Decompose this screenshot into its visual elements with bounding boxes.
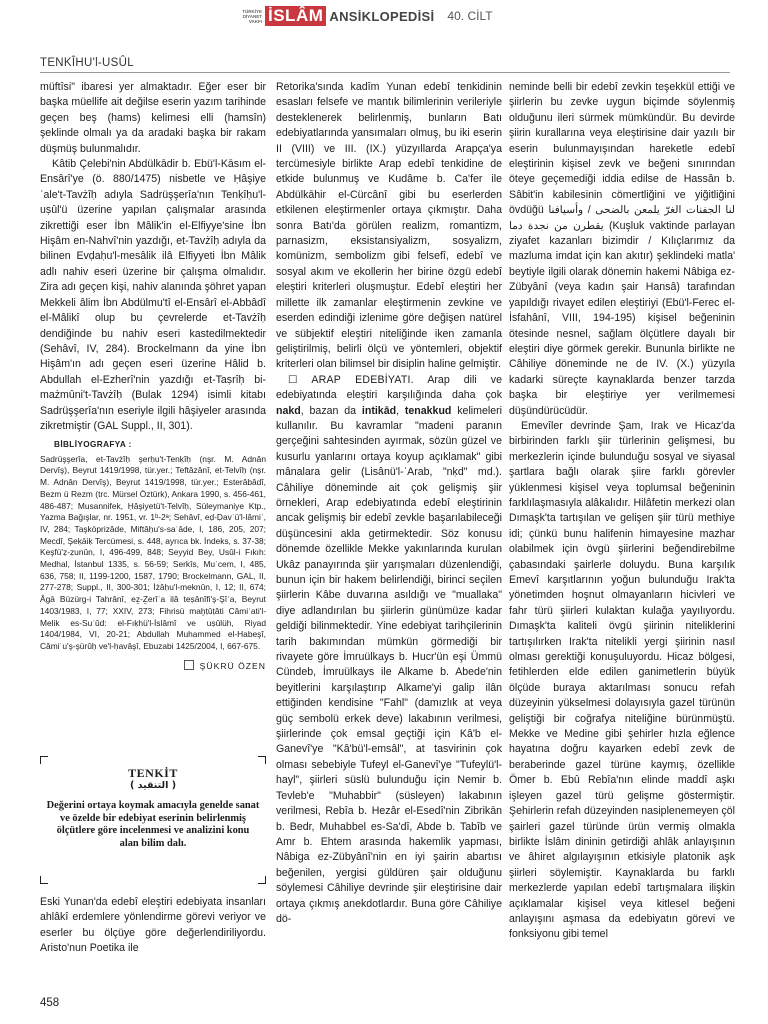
text-run: , (396, 404, 405, 417)
paragraph: Emevîler devrinde Şam, Irak ve Hicaz'da birbirinden farklı şiir türlerinin gelişmesi, bu merkezlerin içinde bulunduğu sosyal ve siyasal şartlara bağlı olarak şiire farklı görevler yüklenmesi kişisel veya toplumsal beğeninin farklılaşmasıyla alâkalıdır. Hilâfetin merkezi olan Dımaşk'ta tartışılan ve gelişen şiir türü methiye idi; çünkü bunu halifenin himayesine mazhar olabilmek için övgü şiirlerini beğendirebilme çabasındaki şairlerle doluydu. Buna karşılık Emevî karşıtlarının yoğun bulunduğu Irak'ta yönetimden hoşnut olmayanların hicivleri ve fahr türü şiirleri kulaktan kulağa yayılıyordu. Dımaşk'ta kaliteli övgü şiirinin niteliklerini tartışılırken Irak'ta nitelikli yergi şiirinin nasıl olması gerektiği konuşuluyordu. Hicaz bölgesi, fetihlerden elde edilen ganimetlerin büyük ölçüde buraya aktarılması sonucu refah düzeyinin yükselmesi dolayısıyla gazel türünün geliştiği bir coğrafya niteliğine bürünmüştü. Mekke ve Medine gibi şehirler hızla eğlence hayatına doğru kayarken edebî zevk de beraberinde gazel türüne kaymış, özellikle Ömer b. Ebû Rebîa'nın elinde maddî aşkı işleyen gazel türü gelişme göstermiştir. Şehirlerin refah düzeyinden nasiplenemeyen çöl şairleri gazel türünde ürün vermiş olmakla birlikte İslâm dininin getirdiği ahlâk anlayışının ve âhiret algılayışının etkisiyle platonik aşk şiirleri söylemiştir. Kaynaklarda bu farklı merkezlerde yapılan edebî tartışmalara ilişkin açıklamalar kişisel veya kitlesel beğeni anlayışını aşmasa da edebiyatın görevi ve fonksiyonu gibi temel (509, 419, 735, 941)
paragraph: Retorika'sında kadîm Yunan edebî tenkidinin esasları felsefe ve mantık bilimlerinin verileriyle desteklenerek belirlenmiş, bunların Batı edebiyatlarında yansımaları olmuş, bu iki eserin II (VIII) ve III. (IX.) yüzyıllarda Arapça'ya tercümesiyle birlikte Arap edebî tenkidine de etkide bulunmuş ve Kudâme b. Ca'fer ile Abdülkāhir el-Cürcânî gibi bu eserlerden etkilenen eleştirmenler ortaya çıkmıştır. Daha sonra Batı'da görülen realizm, romantizm, parnasizm, eksistansiyalizm, sosyalizm, komünizm, sembolizm gibi felsefî, edebî ve sosyal akım ve ekollerin her birine özgü edebî eleştiri kriterleri oluşmuştur. Edebî eleştiri her millette ilk zamanlar eleştirmenin zevkine ve eserden edindiği izlenime göre değişen natürel ve sübjektif eleştiri niteliğinde iken zamanla geliştirilmiş, belirli ölçü ve yöntemleri, objektif kriterleri olan bilimsel bir disiplin haline gelmiştir. (276, 81, 502, 371)
paragraph (276, 373, 502, 928)
column-2 (276, 80, 502, 984)
column-1 (40, 80, 266, 676)
author-name: ŞÜKRÜ ÖZEN (199, 660, 266, 671)
section-marker-icon: ☐ (288, 373, 312, 386)
paragraph: müftîsi" ibaresi yer almaktadır. Eğer eser bir başka müellife ait değilse eserin yazım tarihinde geçen beş (hams) kelimesi elli (hamsîn) şeklinde olmalı ya da aradaki başka bir rakam düşmüş bulunmalıdır. (40, 81, 266, 155)
page-number: 458 (40, 997, 60, 1009)
masthead-publisher-line: TÜRKİYE (242, 8, 262, 14)
bibliography-heading: BİBLİYOGRAFYA : (54, 440, 132, 450)
box-corner (40, 756, 48, 764)
term: intikād (361, 404, 397, 417)
masthead-islam-logo: İSLÂM (265, 6, 326, 26)
text-run: , bazan da (300, 404, 362, 417)
masthead-publisher (236, 9, 262, 24)
box-corner (40, 876, 48, 884)
masthead-publisher-line: VAKFI (248, 18, 262, 24)
box-corner (258, 756, 266, 764)
text-run: kelimeleri kullanılır. Bu kavramlar "madeni paranın gerçeğini sahtesinden ayırmak, sözün güzel ve kusurlu yanlarını ortaya koyup açıklamak" gibi mânalara gelir (Lisânü'l-ʿArab, "nḳd" md.). Câhiliye döneminde ait çok gelişmiş şiir örnekleri, Arap edebiyatında edebî eleştirinin ancak gelişmiş bir edebî zevkle başarılabileceği düşüncesini akla getirmektedir. Söz konusu dönemde özellikle Mekke yakınlarında kurulan Ukâz panayırında şiir yarışmaları düzenlendiği, bunun için bir hakem belirlendiği, birinci seçilen şiirlerin Kâbe duvarına asıldığı ve "muallaka" diye adlandırılan bu şiirlerin günümüze kadar geldiği bilinmektedir. Yine edebiyat tarihçilerinin tarih bakımından mümkün görmediği bir rivayete göre İmruülkays b. Hucr'ün eşi Ümmü Cündeb, İmruülkays ile Alkame b. Abede'nin beyitlerini karşılaştırıp Alkame'yi galip ilân ettiğinden kendisine "Fahl" (damızlık at veya güç sembolü erkek deve) lakabının verilmesi, şiirlerinde çok emsal geçtiği için Kâ'b el-Ganevî'ye "Kâ'bü'l-emsâl", at tasvirinin çok olması sebebiyle Tufeyl el-Ganevî'ye "Tufeylü'l-hayl", şiirleri süslü bulunduğu için Nemir b. Tevleb'e "Muhabbir" (süsleyen) lakabının verilmesi, Rebîa b. Hezâr el-Esedî'nin Zibrikān b. Bedr, Muhabbel es-Sa'dî, Abde b. Tabîb ve Amr b. Ehtem arasında hakemlik yapması, Nâbiga ez-Zübyânî'nin en iyi şairin abartısı beğenilen, yergisi güldüren şair olduğunu söylemesi Câhiliye devrinde şiir eleştirisine dair ortaya çıkmış anekdotlardır. Buna göre Câhiliye dö- (276, 404, 502, 925)
column-3 (509, 80, 735, 984)
author-signature (40, 659, 266, 674)
entry-box (40, 756, 266, 884)
column-1-continuation: Eski Yunan'da edebî eleştiri edebiyata insanları ahlâkî erdemlere yönlendirme görevi veriyor ve eserler bu ölçüye göre değerlendiriliyordu. Aristo'nun Poetika ile (40, 896, 266, 955)
paragraph: Kâtib Çelebi'nin Abdülkādir b. Ebü'l-Kāsım el-Ensârî'ye (ö. 880/1475) nisbetle ve Ḥâşiye ʿale't-Tavżîḥ adıyla Sadrüşşerîa'nın Tenḳîḥu'l-uṣûl'ü üzerine yapılan çalışmalar arasında zikrettiği eser İbn Mâlik'in el-Elfiyye'sine İbn Hişâm en-Nahvî'nin yazdığı, et-Tavżîḥ adıyla da bilinen Evḍaḥu'l-mesâlik ilâ Elfiyyeti İbn Mâlik adlı nahiv eseri üzerine bir çalışma olmalıdır. Zira adı geçen kişi, nahiv alanında şöhret yapan Mekkeli âlim İbn Abdülmu'tî el-Ensârî el-Abbâdî el-Mâlikî olup bu çevrelerde et-Tavżîḥ dendiğinde bu nahiv eseri kastedilmektedir (Sehâvî, IV, 284). Brockelmann da yine İbn Hişâm'ın adı geçen eseri üzerine Hâlid b. Abdullah el-Ezherî'nin yazdığı et-Taṣrîḥ bi-mażmûni't-Tavżîḥ (Bulak 1294) isimli kitabı Sadrüşşerîa'nın eseriyle ilgili hâşiyeler arasında zikretmiştir (GAL Suppl., II, 301). (40, 158, 266, 432)
entry-title: TENKİT (128, 766, 178, 780)
masthead-volume: 40. CİLT (447, 9, 493, 23)
bibliography-text: Sadrüşşerîa, et-Tavżîḥ şerḥu't-Tenḳîḥ (nşr. M. Adnân Dervîş), Beyrut 1419/1998, tür.yer.; Teftâzânî, et-Telvîḥ (nşr. M. Adnân Dervîş), Beyrut 1419/1998, tür.yer.; Esterâbâdî, Bezm ü Rezm (trc. Mürsel Öztürk), Ankara 1990, s. 456-461, 486-487; Musannifek, Ḥâşiyetü't-Telvîḥ, Süleymaniye Ktp., Yazma Bağışlar, nr. 1951, vr. 1ᵇ-2ᵃ; Sehâvî, eḍ-Ḍavʾü'l-lâmiʿ, IV, 284; Taşköprizâde, Miftâḥu's-saʿâde, I, 186, 205, 207; Mecdî, Şeḳāiḳ Tercümesi, s. 448, ayrıca bk. İndeks, s. 37-38; Keşfü'ẓ-ẓunûn, I, 496-499, 848; Seyyid Bey, Usûl-i Fıkıh: Medhal, İstanbul 1335, s. 56-59; Serkîs, Muʿcem, I, 485, 636, 758; II, 1199-1200, 1587, 1790; Brockelmann, GAL, II, 277-278; Suppl., II, 300-301; İżâḥu'l-meknûn, I, 12; II, 674; Âgā Büzürg-i Tahrânî, eẕ-Ẕerîʿa ilâ teṣânîfi'ş-Şîʿa, Beyrut 1403/1983, I, 77; XXIV, 273; Fihrisü maḫṭûṭâti Câmiʿati'l-Melik es-Suʿûd: el-Fıḳhü'l-İslâmî ve uṣûlüh, Riyad 1404/1984, VI, 20-21; Abdullah Muhammed el-Habeşî, Câmiʿu'ş-şürûḥ ve'l-ḥavâşî, Ebuzabi 1425/2004, I, 667-675. (40, 453, 266, 651)
masthead-title: ANSİKLOPEDİSİ (329, 8, 435, 24)
text-run: Arap dili ve edebiyatında eleştiri karşılığında daha çok (276, 373, 503, 402)
author-icon (184, 660, 194, 670)
section-heading: ARAP EDEBİYATI. (311, 373, 414, 386)
entry-arabic-title: ( التنقيد ) (129, 780, 177, 791)
entry-definition: Değerini ortaya koymak amacıyla genelde sanat ve özelde bir edebiyat eserinin belirlenmiş ölçütlere göre incelenmesi ve analizini konu alan bilim dalı. (46, 800, 260, 849)
box-corner (258, 876, 266, 884)
term: nakd (276, 404, 301, 417)
paragraph: neminde belli bir edebî zevkin teşekkül ettiği ve şiirlerin bu zevke uygun biçimde söylenmiş olduğunu ileri sürmek mümkündür. Bu devirde şiirin kurallarına veya eleştirisine dair yazılı bir eserin bulunmayışından hareketle edebî eleştirinin kişisel zevk ve beğeni sınırından öteye geçemediği iddia edilse de Hassân b. Sâbit'in kabilesinin cömertliğini ve yiğitliğini övdüğü لنا الجفنات الغرّ يلمعن بالضحى / وأسيافنا يقطرن من نجدة دما (Kuşluk vaktinde parlayan ziyafet kazanları bizimdir / Kılıçlarımız da mazluma imdat için kan akıtır) şeklindeki matla' beytiyle ilgili olarak dönemin hakemi Nâbiga ez-Zübyânî (veya kadın şair Hansâ) tarafından yapıldığı rivayet edilen eleştiriyi (Ebü'l-Ferec el-İsfahânî, VIII, 194-195) kişisel beğeninin ötesinde nesnel, sağlam ölçütlere dayalı bir eleştiri diye görmek gerekir. Bununla birlikte ne Câhiliye döneminde ne de IV. (X.) yüzyıla kadarki süreçte kaynaklarda benzer tarzda başka bir eleştiriye yer verilmemesi düşündürücüdür. (509, 81, 735, 417)
masthead (236, 5, 493, 27)
header-rule (40, 72, 730, 73)
term: tenakkud (404, 404, 452, 417)
masthead-publisher-line: DİYANET (242, 13, 262, 19)
running-head: TENKÎHU'l-USÛL (40, 57, 134, 69)
